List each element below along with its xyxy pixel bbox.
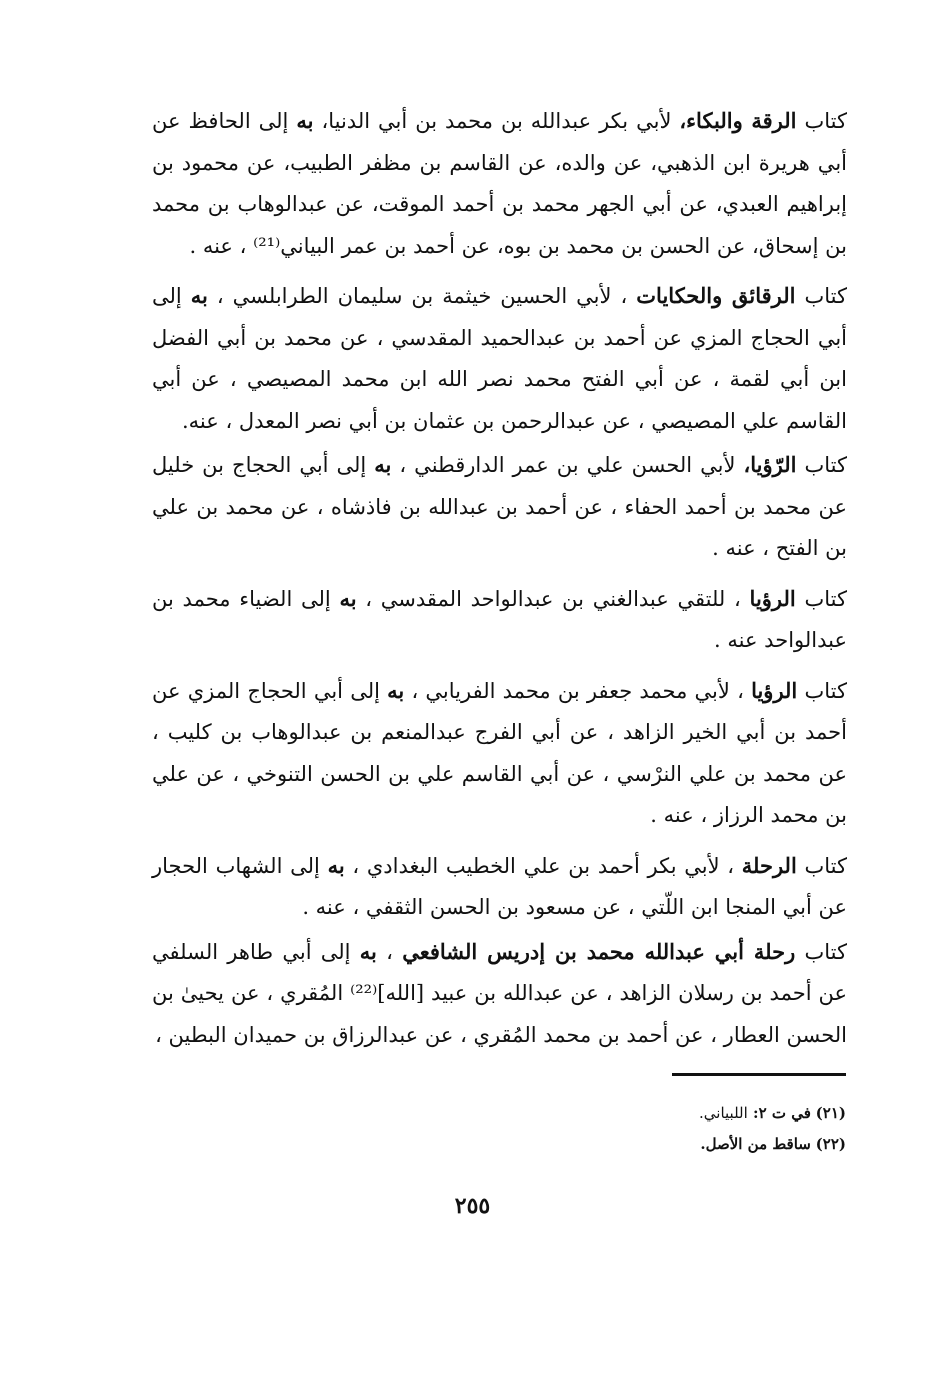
paragraph (152, 931, 847, 1057)
footnote-separator (672, 1073, 846, 1076)
bold-text: الرقة والبكاء، (679, 108, 797, 133)
paragraph-text: إلى أبي طاهر السلفي عن أحمد بن رسلان الزاهد ، عن عبدالله بن عبيد [الله]⁽²²⁾ المُقري ، عن يحيىٰ بن الحسن العطار ، عن أحمد بن محمد المُقري ، عن عبدالرزاق بن حميدان البطين ، (152, 939, 847, 1047)
paragraph-text: إلى الحافظ عن أبي هريرة ابن الذهبي، عن والده، عن القاسم بن مظفر الطبيب، عن محمود بن إبراهيم العبدي، عن أبي الجهر محمد بن أحمد الموقت، عن عبدالوهاب بن محمد بن إسحاق، عن الحسن بن محمد بن بوه، عن أحمد بن عمر البياني⁽²¹⁾ ، عنه . (152, 109, 847, 258)
paragraph-text: كتاب (795, 939, 847, 964)
paragraph-text: إلى أبي الحجاج بن خليل عن محمد بن أحمد الحفاء ، عن أحمد بن عبدالله بن فاذشاه ، عن محمد بن علي بن الفتح ، عنه . (152, 453, 847, 560)
paragraph-text: إلى أبي الحجاج المزي عن أحمد بن عبدالحميد المقدسي ، عن محمد بن أبي الفضل ابن أبي لقمة ، عن أبي الفتح محمد نصر الله ابن محمد المصيصي ، عن أبي القاسم علي المصيصي ، عن عبدالرحمن بن عثمان بن أبي نصر المعدل ، عنه. (152, 284, 847, 433)
bold-text: رحلة أبي عبدالله محمد بن إدريس الشافعي (402, 938, 796, 964)
paragraph-text: كتاب (795, 586, 847, 611)
bold-text: به (296, 108, 314, 133)
footnote-prefix: في ت ٢: (747, 1104, 811, 1122)
main-text (152, 100, 847, 1056)
paragraph-text: ، للتقي عبدالغني بن عبدالواحد المقدسي ، (356, 586, 750, 611)
paragraph-text: كتاب (796, 109, 847, 133)
bold-text: الرؤيا (751, 677, 798, 703)
bold-text: به (190, 283, 208, 308)
paragraph-text: كتاب (796, 853, 847, 878)
footnote-22 (452, 1129, 846, 1160)
paragraph (152, 578, 847, 662)
bold-text: الرحلة (741, 852, 797, 878)
footnote-21 (452, 1098, 846, 1129)
footnote-text: الأصل. (700, 1135, 743, 1153)
paragraph-text: كتاب (797, 678, 847, 703)
paragraph-text: كتاب (795, 284, 847, 308)
bold-text: به (339, 585, 357, 611)
footnote-prefix: ساقط من (742, 1135, 811, 1153)
bold-text: به (327, 852, 345, 878)
bold-text: الرؤيا (749, 585, 796, 611)
paragraph-text: إلى الشهاب الحجار عن أبي المنجا ابن اللّتي ، عن مسعود بن الحسن الثقفي ، عنه . (152, 853, 847, 919)
bold-text: الرقائق والحكايات (636, 283, 796, 308)
paragraph-text: إلى أبي الحجاج المزي عن أحمد بن أبي الخير الزاهد ، عن أبي الفرج عبدالمنعم بن عبدالوهاب بن كليب ، عن محمد بن علي النرْسي ، عن أبي القاسم علي بن الحسن التنوخي ، عن علي بن محمد الرزاز ، عنه . (152, 678, 847, 827)
footnote-text: اللبياني. (699, 1104, 748, 1122)
paragraph-text: ، (376, 939, 403, 964)
bold-text: به (359, 938, 377, 964)
paragraph (152, 100, 847, 267)
paragraph-text: إلى الضياء محمد بن عبدالواحد عنه . (152, 586, 847, 652)
paragraph-text: ، لأبي محمد جعفر بن محمد الفريابي ، (404, 678, 752, 703)
paragraph (152, 444, 847, 570)
paragraph-text: كتاب (796, 453, 847, 477)
paragraph (152, 670, 847, 837)
paragraph-text: لأبي بكر عبدالله بن محمد بن أبي الدنيا، (313, 109, 680, 133)
footnote-number: (٢١) (815, 1104, 846, 1122)
footnotes (452, 1098, 846, 1160)
paragraph-text: لأبي الحسن علي بن عمر الدارقطني ، (391, 453, 744, 477)
paragraph (152, 845, 847, 929)
paragraph (152, 275, 847, 442)
paragraph-text: ، لأبي الحسين خيثمة بن سليمان الطرابلسي ، (207, 284, 637, 308)
bold-text: الرّؤيا، (743, 452, 797, 477)
bold-text: به (374, 452, 392, 477)
paragraph-text: ، لأبي بكر أحمد بن علي الخطيب البغدادي ، (344, 853, 742, 878)
page-number: ٢٥٥ (454, 1193, 491, 1219)
footnote-number: (٢٢) (815, 1135, 846, 1153)
bold-text: به (387, 677, 405, 703)
